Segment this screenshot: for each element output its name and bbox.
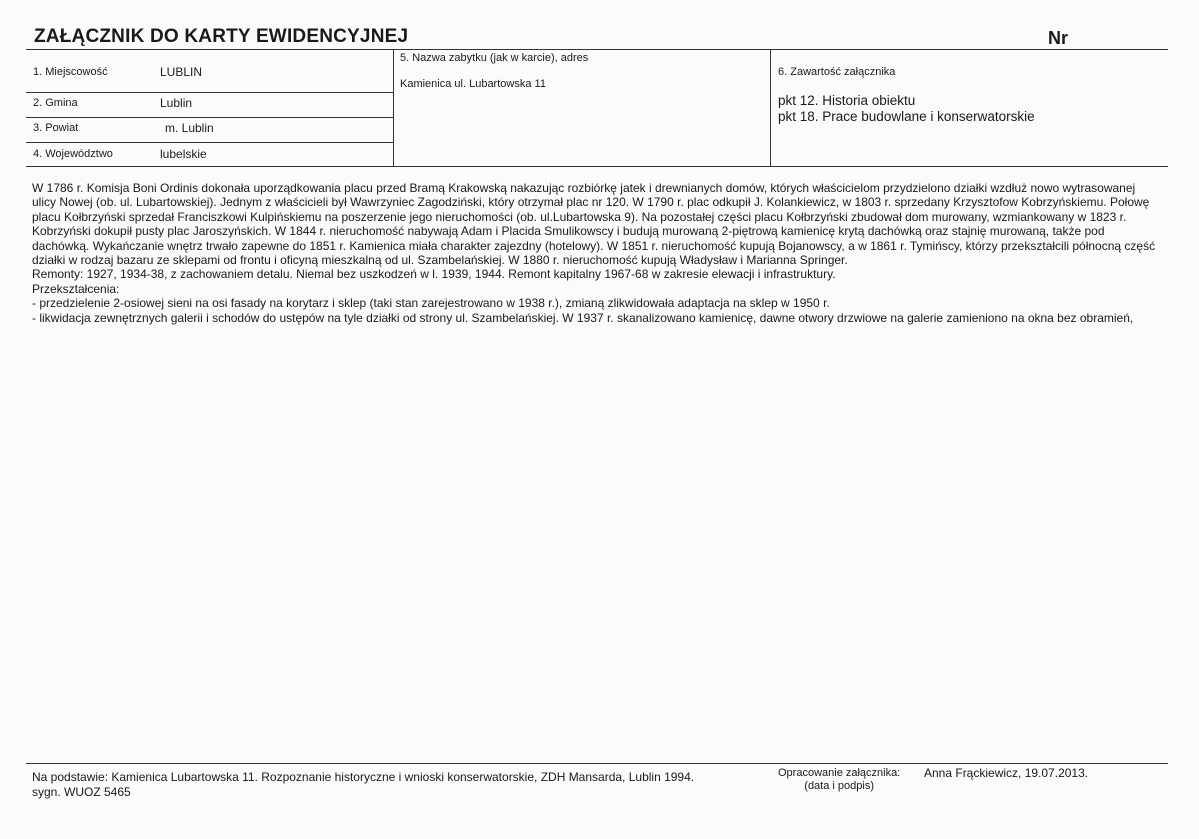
footer-prepared-sublabel: (data i podpis) (804, 780, 874, 792)
footer-source-line: Na podstawie: Kamienica Lubartowska 11. Rozpoznanie historyczne i wnioski konserwatorskie, ZDH Mansarda, Lublin 1994. (32, 770, 695, 784)
footer-signature-line: sygn. WUOZ 5465 (32, 785, 131, 799)
field-zawartosc-label: 6. Zawartość załącznika (778, 66, 896, 78)
paragraph-history: W 1786 r. Komisja Boni Ordinis dokonała uporządkowania placu przed Bramą Krakowską nakazując rozbiórkę jatek i drewnianych domów, których właścicielom przydzielono działki wzdłuż nowo wytrasowanej ulicy Nowej (ob. ul. Lubartowskiej). Jednym z właścicieli był Wawrzyniec Zagodziński, który otrzymał plac nr 120. W 1790 r. plac odkupił J. Kolankiewicz, w 1803 r. sprzedany Krzysztofow Kobrzyńskiemu. Połowę placu Kołbrzyński sprzedał Franciszkowi Kulpińskiemu na poszerzenie jego nieruchomości (ob. ul.Lubartowska 9). Na pozostałej części placu Kołbrzyński zbudował dom murowany, wzmiankowany w 1823 r. Kobrzyński dokupił pusty plac Jaroszyńskich. W 1844 r. nieruchomość nabywają Adam i Placida Smulikowscy i budują murowaną 2-piętrową kamienicę krytą dachówką oraz stajnię murowaną, także pod dachówką. Wykańczanie wnętrz trwało zapewne do 1851 r. Kamienica miała charakter zajezdny (hotelowy). W 1851 r. nieruchomość kupują Bojanowscy, a w 1861 r. Tymińscy, którzy przekształcili północną część działki w rodzaj bazaru ze sklepami od frontu i oficyną mieszkalną od ul. Szambelańskiej. W 1880 r. nieruchomość kupują Władysław i Marianna Springer. (32, 181, 1156, 268)
field-nazwa-value: Kamienica ul. Lubartowska 11 (400, 78, 546, 90)
footer-prepared-label: Opracowanie załącznika: (778, 767, 901, 779)
body-text (32, 181, 1162, 325)
bottom-rule-header (26, 166, 1168, 167)
row-divider-2 (26, 117, 393, 118)
field-zawartosc-item: pkt 12. Historia obiektu (778, 93, 916, 108)
field-nazwa-label: 5. Nazwa zabytku (jak w karcie), adres (400, 52, 589, 64)
footer-source (32, 770, 694, 800)
paragraph-remonty: Remonty: 1927, 1934-38, z zachowaniem detalu. Niemal bez uszkodzeń w l. 1939, 1944. Remont kapitalny 1967-68 w zakresie elewacji i infrastruktury. (32, 267, 836, 282)
nr-label: Nr (1048, 28, 1069, 48)
field-zawartosc-item: pkt 18. Prace budowlane i konserwatorskie (778, 109, 1035, 124)
field-wojewodztwo-label: 4. Województwo (33, 148, 113, 160)
paragraph-przeksztalcenie-1: - przedzielenie 2-osiowej sieni na osi fasady na korytarz i sklep (taki stan zarejestrowano w 1938 r.), zmianą zlikwidowała adaptacja na sklep w 1950 r. (32, 296, 830, 311)
footer-rule (26, 763, 1168, 764)
divider-right (770, 49, 771, 166)
field-powiat-value: m. Lublin (165, 121, 214, 135)
divider-left (393, 49, 394, 166)
field-powiat-label: 3. Powiat (33, 122, 79, 134)
row-divider-1 (26, 92, 393, 93)
field-gmina-label: 2. Gmina (33, 97, 78, 109)
field-miejscowosc-label: 1. Miejscowość (33, 66, 108, 78)
paragraph-przeksztalcenia-heading: Przekształcenia: (32, 281, 120, 296)
footer-author: Anna Frąckiewicz, 19.07.2013. (924, 766, 1089, 780)
row-divider-3 (26, 142, 393, 143)
field-wojewodztwo-value: lubelskie (160, 147, 207, 161)
paragraph-przeksztalcenie-2: - likwidacja zewnętrznych galerii i schodów do ustępów na tyle działki od strony ul. Szambelańskiej. W 1937 r. skanalizowano kamienicę, dawne otwory drzwiowe na galerie zamieniono na okna bez obramień, (32, 310, 1134, 325)
footer-prepared (778, 767, 900, 793)
top-rule (26, 49, 1168, 50)
field-miejscowosc-value: LUBLIN (160, 65, 203, 79)
page-title: ZAŁĄCZNIK DO KARTY EWIDENCYJNEJ (34, 26, 409, 47)
field-gmina-value: Lublin (160, 96, 193, 110)
